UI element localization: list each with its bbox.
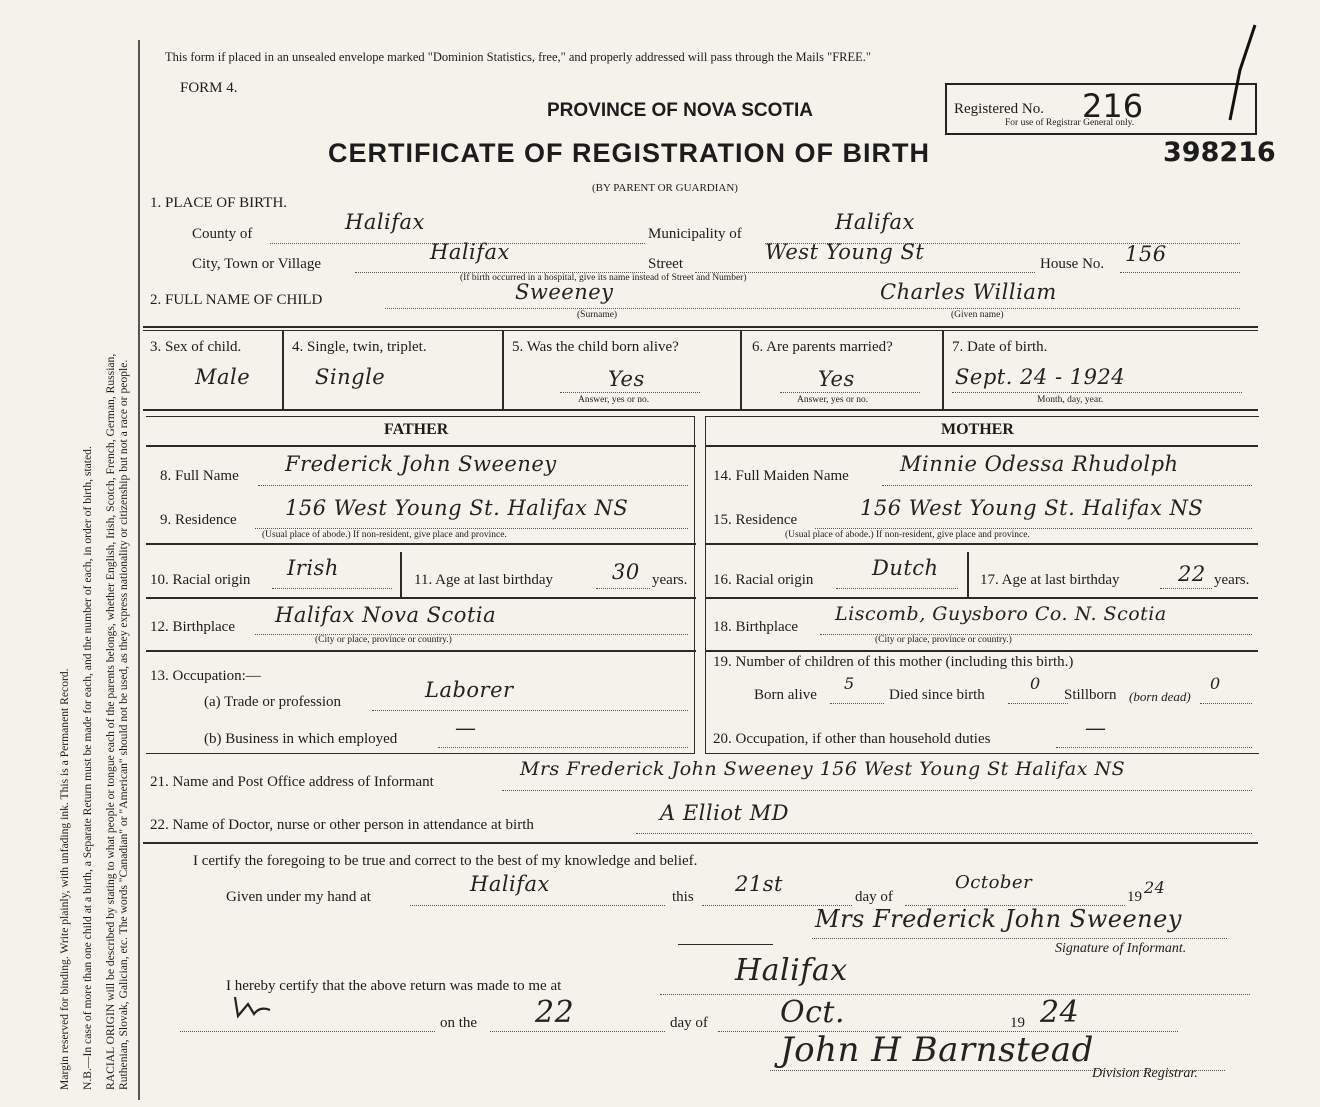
dob-value: Sept. 24 - 1924 <box>955 365 1126 389</box>
stillborn-label: Stillborn <box>1064 687 1117 703</box>
registrar-year: 24 <box>1040 995 1080 1030</box>
certificate-title: CERTIFICATE OF REGISTRATION OF BIRTH <box>328 138 930 168</box>
father-birthplace-caption: (City or place, province or country.) <box>315 635 452 645</box>
county-value: Halifax <box>345 210 425 234</box>
given-caption: (Given name) <box>951 310 1004 320</box>
child-given-name: Charles William <box>880 280 1057 304</box>
given-day-of: day of <box>855 889 893 905</box>
margin-rule <box>138 40 140 1100</box>
given-label: Given under my hand at <box>226 889 371 905</box>
margin-line-2: N.B.—In case of more than one child at a birth, a Separate Return must be made for each, and the number of each, in order of birth, stated. <box>81 446 94 1090</box>
registrar-only-note: For use of Registrar General only. <box>1005 118 1135 128</box>
stamp-number: 398216 <box>1163 137 1276 168</box>
registrar-month: Oct. <box>780 995 845 1030</box>
house-label: House No. <box>1040 256 1105 272</box>
mother-birthplace-value: Liscomb, Guysboro Co. N. Scotia <box>835 603 1167 625</box>
sex-value: Male <box>195 365 251 389</box>
father-business-value: — <box>455 716 477 740</box>
street-value: West Young St <box>765 240 925 264</box>
stillborn-value: 0 <box>1210 674 1221 693</box>
registrar-statement: I hereby certify that the above return was made to me at <box>226 978 562 994</box>
married-caption: Answer, yes or no. <box>797 395 869 405</box>
given-year-prefix: 19 <box>1127 889 1142 905</box>
registrar-year-prefix: 19 <box>1010 1015 1025 1031</box>
mother-residence-caption: (Usual place of abode.) If non-resident, give place and province. <box>785 530 1030 540</box>
father-birthplace-label: 12. Birthplace <box>150 619 235 635</box>
father-residence-value: 156 West Young St. Halifax NS <box>285 496 629 520</box>
margin-line-1: Margin reserved for binding. Write plainly, with unfading ink. This is a Permanent Record. <box>58 668 71 1090</box>
single-label: 4. Single, twin, triplet. <box>292 339 427 355</box>
died-value: 0 <box>1030 674 1041 693</box>
registrar-place: Halifax <box>735 953 848 988</box>
informant-label: 21. Name and Post Office address of Informant <box>150 774 434 790</box>
registered-number: 216 <box>1082 87 1144 125</box>
on-the-label: on the <box>440 1015 478 1031</box>
children-label: 19. Number of children of this mother (including this birth.) <box>713 654 1074 670</box>
father-name-value: Frederick John Sweeney <box>285 452 557 476</box>
surname-caption: (Surname) <box>577 310 618 320</box>
child-surname: Sweeney <box>515 280 614 304</box>
married-value: Yes <box>818 367 855 391</box>
mother-racial-value: Dutch <box>872 556 939 580</box>
county-label: County of <box>192 226 253 242</box>
mail-notice: This form if placed in an unsealed envelope marked "Dominion Statistics, free," and properly addressed will pass through the Mails "FREE." <box>165 50 872 64</box>
informant-signature-caption: Signature of Informant. <box>1055 941 1187 956</box>
margin-line-3: RACIAL ORIGIN will be described by stating to what people or tongue each of the parents belongs, whether English, Irish, Scotch, French, German, Russian, <box>104 353 117 1090</box>
mother-racial-label: 16. Racial origin <box>713 572 814 588</box>
given-year: 24 <box>1144 878 1166 897</box>
registrar-signature: John H Barnstead <box>780 1030 1094 1070</box>
this-label: this <box>672 889 694 905</box>
father-birthplace-value: Halifax Nova Scotia <box>275 603 497 627</box>
mother-occupation-label: 20. Occupation, if other than household duties <box>713 731 991 747</box>
place-heading: 1. PLACE OF BIRTH. <box>150 195 288 211</box>
sex-label: 3. Sex of child. <box>150 339 242 355</box>
street-label: Street <box>648 256 683 272</box>
father-trade-value: Laborer <box>425 678 514 702</box>
city-value: Halifax <box>430 240 510 264</box>
born-alive-value: 5 <box>844 674 855 693</box>
married-label: 6. Are parents married? <box>752 339 893 355</box>
city-label: City, Town or Village <box>192 256 322 272</box>
mother-birthplace-caption: (City or place, province or country.) <box>875 635 1012 645</box>
mother-age-value: 22 <box>1178 562 1206 586</box>
hospital-note: (If birth occurred in a hospital, give its name instead of Street and Number) <box>460 273 747 283</box>
father-years: years. <box>652 572 688 588</box>
municipality-value: Halifax <box>835 210 915 234</box>
given-month: October <box>955 872 1033 893</box>
dob-label: 7. Date of birth. <box>952 339 1048 355</box>
alive-label: 5. Was the child born alive? <box>512 339 679 355</box>
single-value: Single <box>315 365 386 389</box>
registrar-day: 22 <box>535 995 575 1030</box>
mother-birthplace-label: 18. Birthplace <box>713 619 798 635</box>
mother-age-label: 17. Age at last birthday <box>980 572 1120 588</box>
dob-caption: Month, day, year. <box>1037 395 1104 405</box>
certify-statement: I certify the foregoing to be true and correct to the best of my knowledge and belief. <box>193 853 698 869</box>
form-number: FORM 4. <box>180 80 238 96</box>
doctor-value: A Elliot MD <box>660 801 789 825</box>
certificate-subtitle: (BY PARENT OR GUARDIAN) <box>592 182 738 194</box>
mother-residence-value: 156 West Young St. Halifax NS <box>860 496 1204 520</box>
mother-name-value: Minnie Odessa Rhudolph <box>900 452 1179 476</box>
father-heading: FATHER <box>384 421 449 438</box>
registered-label: Registered No. <box>954 101 1044 117</box>
mother-residence-label: 15. Residence <box>713 512 798 528</box>
died-label: Died since birth <box>889 687 985 703</box>
father-age-label: 11. Age at last birthday <box>414 572 553 588</box>
province-title: PROVINCE OF NOVA SCOTIA <box>547 100 814 121</box>
registrar-initial-mark-icon <box>230 992 280 1022</box>
father-racial-label: 10. Racial origin <box>150 572 251 588</box>
father-name-label: 8. Full Name <box>160 468 239 484</box>
given-day: 21st <box>735 872 783 896</box>
father-trade-label: (a) Trade or profession <box>204 694 342 710</box>
alive-value: Yes <box>608 367 645 391</box>
born-alive-label: Born alive <box>754 687 817 703</box>
municipality-label: Municipality of <box>648 226 742 242</box>
mother-years: years. <box>1214 572 1250 588</box>
father-occupation-label: 13. Occupation:— <box>150 668 261 684</box>
house-value: 156 <box>1125 242 1167 266</box>
given-place: Halifax <box>470 872 550 896</box>
informant-signature: Mrs Frederick John Sweeney <box>815 905 1182 933</box>
stillborn-note: (born dead) <box>1129 689 1191 704</box>
mother-occupation-value: — <box>1085 716 1107 740</box>
father-residence-caption: (Usual place of abode.) If non-resident, give place and province. <box>262 530 507 540</box>
father-residence-label: 9. Residence <box>160 512 237 528</box>
father-business-label: (b) Business in which employed <box>204 731 398 747</box>
mother-heading: MOTHER <box>941 421 1014 438</box>
registrar-signature-caption: Division Registrar. <box>1092 1066 1198 1081</box>
margin-line-4: Ruthenian, Slovak, Galician, etc. The words "Canadian" or "American" should not be used, as they express nationality or citizenship but not a race or people. <box>117 359 130 1090</box>
alive-caption: Answer, yes or no. <box>578 395 650 405</box>
doctor-label: 22. Name of Doctor, nurse or other person in attendance at birth <box>150 817 534 833</box>
father-racial-value: Irish <box>287 556 339 580</box>
registrar-day-of: day of <box>670 1015 708 1031</box>
check-mark-icon <box>1210 20 1270 130</box>
mother-name-label: 14. Full Maiden Name <box>713 468 849 484</box>
father-age-value: 30 <box>612 560 640 584</box>
child-name-label: 2. FULL NAME OF CHILD <box>150 292 323 308</box>
informant-value: Mrs Frederick John Sweeney 156 West Young St Halifax NS <box>520 758 1126 780</box>
